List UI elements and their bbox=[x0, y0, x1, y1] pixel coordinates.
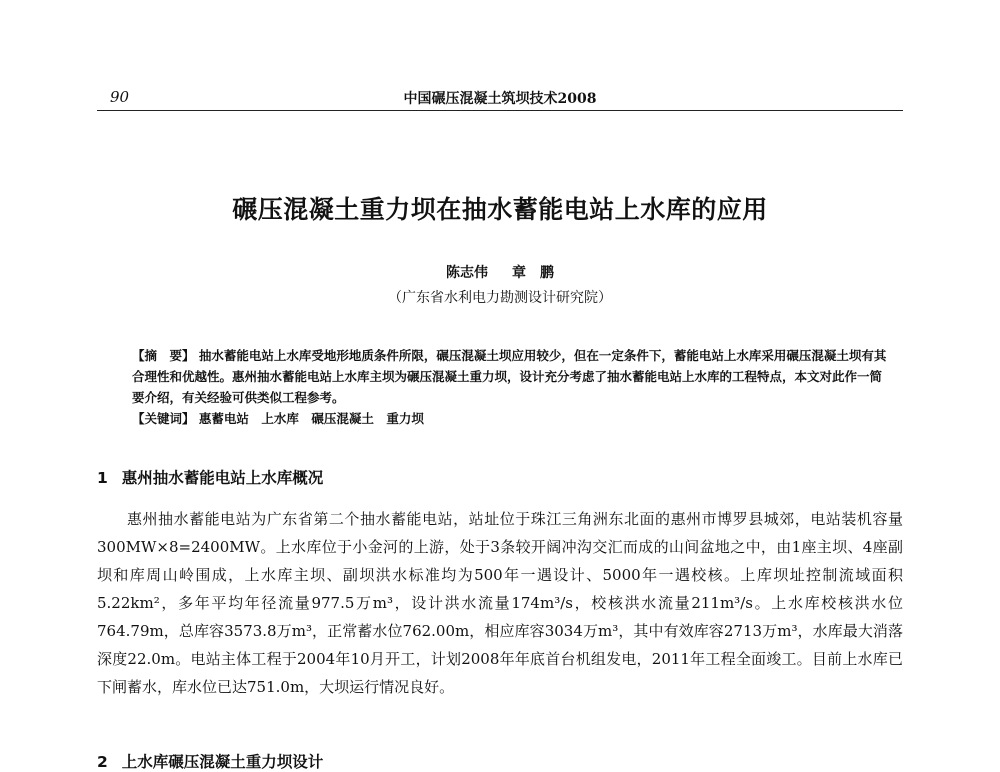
article-title: 碾压混凝土重力坝在抽水蓄能电站上水库的应用 bbox=[232, 195, 768, 224]
section-heading-1 bbox=[97, 466, 323, 488]
abstract-text: 抽水蓄能电站上水库受地形地质条件所限，碾压混凝土坝应用较少，但在一定条件下，蓄能电站上水库采用碾压混凝土坝有其合理性和优越性。惠州抽水蓄能电站上水库主坝为碾压混凝土重力坝，设计充分考虑了抽水蓄能电站上水库的工程特点，本文对此作一简要介绍，有关经验可供类似工程参考。 bbox=[132, 348, 887, 405]
section-title: 惠州抽水蓄能电站上水库概况 bbox=[121, 469, 324, 487]
abstract-paragraph bbox=[132, 345, 892, 408]
author-2: 章 鹏 bbox=[512, 265, 554, 281]
keywords-text: 惠蓄电站 上水库 碾压混凝土 重力坝 bbox=[198, 411, 424, 426]
keywords-label: 【关键词】 bbox=[132, 411, 195, 426]
section-title: 上水库碾压混凝土重力坝设计 bbox=[121, 753, 324, 771]
section-number: 1 bbox=[97, 469, 108, 487]
author-1: 陈志伟 bbox=[446, 265, 488, 281]
section-heading-2 bbox=[97, 750, 323, 772]
abstract-label: 【摘 要】 bbox=[132, 348, 195, 363]
running-head: 中国碾压混凝土筑坝技术2008 bbox=[403, 91, 597, 107]
section-1-body: 惠州抽水蓄能电站为广东省第二个抽水蓄能电站，站址位于珠江三角洲东北面的惠州市博罗县城郊，电站装机容量300MW×8=2400MW。上水库位于小金河的上游，处于3条较开阔冲沟交汇而成的山间盆地之中，由1座主坝、4座副坝和库周山岭围成，上水库主坝、副坝洪水标准均为500年一遇设计、5000年一遇校核。上库坝址控制流域面积5.22km²，多年平均年径流量977.5万m³，设计洪水流量174m³/s，校核洪水流量211m³/s。上水库校核洪水位764.79m，总库容3573.8万m³，正常蓄水位762.00m，相应库容3034万m³，其中有效库容2713万m³，水库最大消落深度22.0m。电站主体工程于2004年10月开工，计划2008年年底首台机组发电，2011年工程全面竣工。目前上水库已下闸蓄水，库水位已达751.0m，大坝运行情况良好。 bbox=[97, 510, 903, 696]
authors bbox=[0, 262, 1000, 282]
page-number: 90 bbox=[110, 88, 130, 106]
section-number: 2 bbox=[97, 753, 108, 771]
abstract bbox=[132, 345, 892, 429]
keywords-paragraph bbox=[132, 408, 892, 429]
affiliation: （广东省水利电力勘测设计研究院） bbox=[388, 290, 612, 306]
header-rule bbox=[97, 110, 903, 111]
